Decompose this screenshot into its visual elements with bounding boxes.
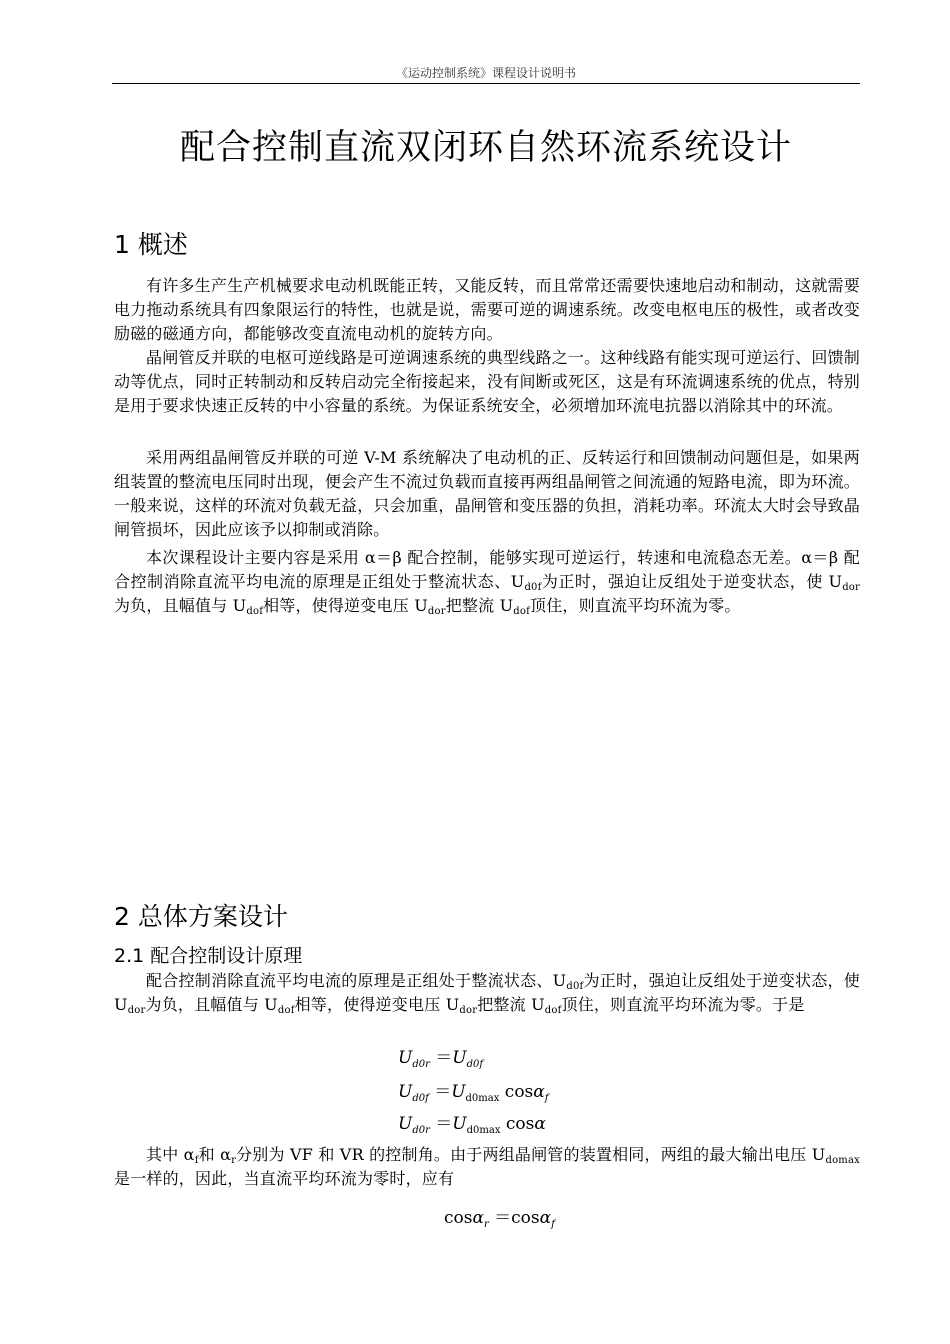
section-1-paragraph-2: 晶闸管反并联的电枢可逆线路是可逆调速系统的典型线路之一。这种线路有能实现可逆运行、回馈制动等优点，同时正转制动和反转启动完全衔接起来，没有间断或死区，这是有环流调速系统的优点，特别是用于要求快速正反转的中小容量的系统。为保证系统安全，必须增加环流电抗器以消除其中的环流。 — [114, 348, 860, 415]
section-1-paragraph-1: 有许多生产生产机械要求电动机既能正转，又能反转，而且常常还需要快速地启动和制动，这就需要电力拖动系统具有四象限运行的特性，也就是说，需要可逆的调速系统。改变电枢电压的极性，或者改变励磁的磁通方向，都能够改变直流电动机的旋转方向。 — [114, 276, 860, 343]
equation-2: $U_{d0f} =U_{d0max}$ cosα$_f$ — [398, 1082, 549, 1104]
section-1-heading: 1 概述 — [114, 230, 188, 259]
document-title: 配合控制直流双闭环自然环流系统设计 — [179, 128, 792, 168]
running-header: 《运动控制系统》课程设计说明书 — [395, 66, 576, 80]
section-1-paragraph-3: 采用两组晶闸管反并联的可逆 V-M 系统解决了电动机的正、反转运行和回馈制动问题但是，如果两组装置的整流电压同时出现，便会产生不流过负载而直接再两组晶闸管之间流通的短路电流，即为环流。一般来说，这样的环流对负载无益，只会加重，晶闸管和变压器的负担，消耗功率。环流太大时会导致晶闸管损坏，因此应该予以抑制或消除。 — [114, 448, 860, 539]
section-2-paragraph-1: 配合控制消除直流平均电流的原理是正组处于整流状态、$U_{d0f}$为正时，强迫让反组处于逆变状态，使 $U_{dor}$为负，且幅值与 $U_{dof}$相等，使得逆变电压 $U_{dor}$把整流 $U_{dof}$顶住，则直流平均环流为零。于是 — [114, 971, 860, 1016]
header-rule — [112, 83, 860, 84]
section-1-paragraph-4: 本次课程设计主要内容是采用 α＝β 配合控制，能够实现可逆运行，转速和电流稳态无差。α＝β 配合控制消除直流平均电流的原理是正组处于整流状态、$U_{d0f}$为正时，强迫让反组处于逆变状态，使 $U_{dor}$为负，且幅值与 $U_{dof}$相等，使得逆变电压 $U_{dor}$把整流 $U_{dof}$顶住，则直流平均环流为零。 — [114, 548, 860, 617]
section-2-paragraph-2: 其中 $\alpha_f$和 $\alpha_r$分别为 VF 和 VR 的控制角。由于两组晶闸管的装置相同，两组的最大输出电压 $U_{domax}$是一样的，因此，当直流平均环流为零时，应有 — [114, 1145, 860, 1188]
equation-1: $U_{d0r} =U_{d0f}$ — [398, 1048, 484, 1070]
section-2-heading: 2 总体方案设计 — [114, 902, 288, 931]
section-2-1-heading: 2.1 配合控制设计原理 — [114, 945, 303, 967]
equation-4: cosα$_r$ ＝cosα$_f$ — [444, 1208, 555, 1230]
equation-3: $U_{d0r} =U_{d0max}$ cosα — [398, 1114, 546, 1136]
